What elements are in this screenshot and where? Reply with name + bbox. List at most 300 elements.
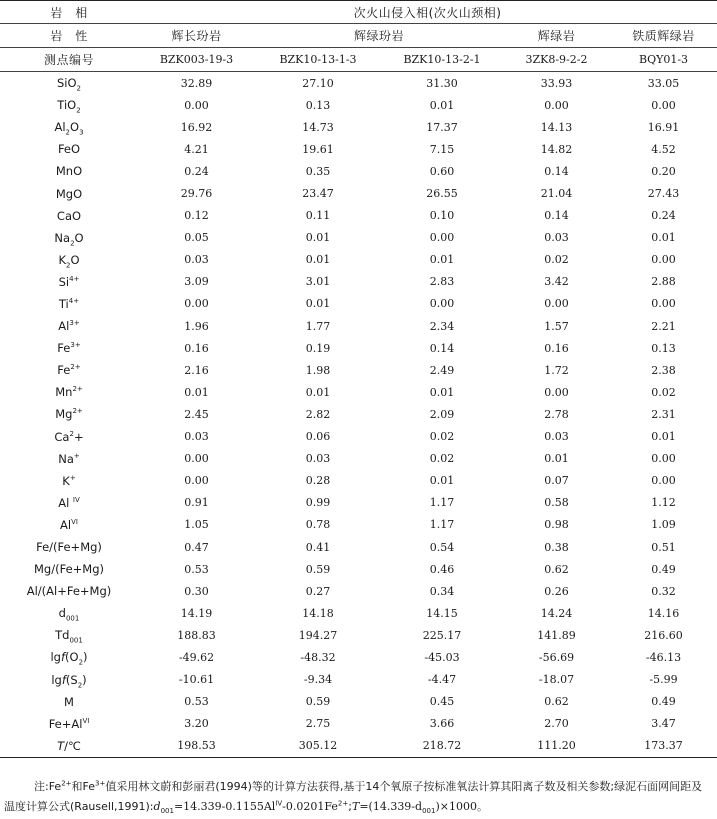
note-formula: -0.0201Fe	[282, 800, 338, 813]
value-cell: 14.19	[180, 606, 213, 620]
parameter-label	[0, 580, 138, 602]
value-cell: 2.78	[544, 407, 569, 421]
value-cell: -45.03	[424, 650, 460, 664]
value-cell: 0.06	[305, 430, 331, 444]
label-subscript: 2	[77, 680, 83, 689]
value-cell: 2.38	[651, 363, 676, 377]
parameter-label	[0, 713, 138, 735]
value-cell: -5.99	[649, 673, 678, 687]
table-row	[0, 359, 717, 381]
value-cell: 0.19	[305, 341, 331, 355]
value-cell: 27.10	[302, 76, 334, 90]
parameter-label	[0, 381, 138, 403]
value-cell: 0.98	[544, 518, 569, 532]
label-base: Mg/(Fe+Mg)	[34, 562, 104, 577]
value-cell: 14.16	[647, 606, 680, 620]
table-row	[0, 691, 717, 713]
value-cell: 2.21	[651, 319, 676, 333]
label-base: Na	[54, 230, 71, 245]
sample-id: BQY01-3	[610, 48, 717, 72]
label-base: Fe+Al	[48, 716, 83, 731]
parameter-label	[0, 315, 138, 337]
parameter-label	[0, 271, 138, 293]
value-cell: 17.37	[426, 120, 458, 134]
value-cell: 0.30	[184, 584, 209, 598]
value-cell: 0.01	[429, 385, 455, 399]
table-row	[0, 558, 717, 580]
label-superscript: IV	[72, 496, 80, 504]
value-cell: 0.10	[429, 209, 455, 223]
value-cell: 2.49	[429, 363, 455, 377]
label-base: d	[58, 606, 66, 621]
label-base: K	[62, 473, 70, 488]
table-row	[0, 381, 717, 403]
value-cell: 19.61	[302, 142, 334, 156]
value-cell: 0.01	[429, 98, 455, 112]
value-cell: 1.12	[651, 496, 676, 510]
value-cell: 0.02	[429, 430, 455, 444]
label-tail: )	[83, 650, 88, 665]
value-cell: 0.00	[184, 452, 209, 466]
label-subscript: 2	[76, 106, 81, 115]
value-cell: 0.02	[651, 385, 676, 399]
parameter-label	[0, 138, 138, 160]
table-row	[0, 116, 717, 138]
value-cell: 14.15	[426, 606, 458, 620]
table-row	[0, 580, 717, 602]
value-cell: 1.98	[305, 363, 331, 377]
parameter-label	[0, 669, 138, 691]
table-row	[0, 72, 717, 95]
label-mid: +	[73, 429, 84, 444]
table-row	[0, 403, 717, 425]
value-cell: 0.03	[305, 452, 331, 466]
label-superscript: +	[73, 451, 80, 460]
label-base: Al	[54, 120, 66, 135]
value-cell: 0.32	[651, 584, 676, 598]
note-formula: =14.339-0.1155Al	[173, 800, 276, 813]
value-cell: 0.59	[305, 695, 331, 709]
value-cell: 0.59	[305, 562, 331, 576]
parameter-label	[0, 470, 138, 492]
value-cell: 0.54	[429, 540, 455, 554]
value-cell: 1.72	[544, 363, 569, 377]
value-cell: 16.92	[180, 120, 213, 134]
value-cell: 0.00	[544, 98, 569, 112]
value-cell: 0.03	[544, 430, 569, 444]
value-cell: 31.30	[426, 76, 458, 90]
value-cell: 7.15	[429, 142, 455, 156]
value-cell: 16.91	[647, 120, 680, 134]
value-cell: 0.03	[184, 253, 209, 267]
value-cell: 29.76	[180, 187, 213, 201]
label-base: lg	[51, 672, 62, 687]
value-cell: 0.00	[544, 297, 569, 311]
table-row	[0, 337, 717, 359]
label-base: lg	[50, 650, 61, 665]
parameter-label	[0, 646, 138, 668]
label-base: Al	[58, 495, 73, 510]
label-italic: f	[60, 650, 66, 665]
parameter-label	[0, 293, 138, 315]
value-cell: 3.09	[184, 275, 209, 289]
label-superscript: 3+	[70, 341, 81, 350]
value-cell: 0.00	[651, 452, 676, 466]
label-base: TiO	[57, 98, 77, 113]
value-cell: 1.96	[184, 319, 209, 333]
value-cell: 0.03	[544, 231, 569, 245]
note-formula: =(14.339-d	[359, 800, 423, 813]
label-superscript: 2+	[70, 363, 81, 372]
value-cell: 2.83	[429, 275, 455, 289]
parameter-label	[0, 403, 138, 425]
label-base: Ca	[54, 429, 70, 444]
label-italic: f	[61, 672, 66, 687]
lithology-ferruginous-diabase: 铁质辉绿岩	[610, 24, 717, 48]
label-mid: O	[70, 120, 80, 135]
table-row	[0, 160, 717, 182]
value-cell: 0.02	[544, 253, 569, 267]
table-row	[0, 624, 717, 646]
label-mid: O	[70, 252, 80, 267]
value-cell: 32.89	[180, 76, 213, 90]
label-base: SiO	[56, 76, 77, 91]
value-cell: 0.46	[429, 562, 455, 576]
note-sup: IV	[275, 799, 283, 808]
lithology-diabase: 辉绿岩	[503, 24, 610, 48]
table-row	[0, 426, 717, 448]
value-cell: 188.83	[177, 628, 216, 642]
value-cell: 0.01	[305, 253, 331, 267]
parameter-label	[0, 205, 138, 227]
table-row	[0, 315, 717, 337]
label-base: Td	[55, 628, 70, 643]
sample-id: BZK003-19-3	[138, 48, 255, 72]
value-cell: 2.34	[429, 319, 455, 333]
note-sup: 2+	[61, 779, 72, 788]
value-cell: 1.57	[544, 319, 569, 333]
label-superscript: 2	[69, 429, 74, 438]
note-text: 和Fe	[71, 780, 96, 793]
table-row	[0, 514, 717, 536]
parameter-label	[0, 94, 138, 116]
value-cell: 0.02	[429, 452, 455, 466]
value-cell: 0.01	[429, 253, 455, 267]
value-cell: 198.53	[138, 735, 255, 758]
value-cell: 0.28	[305, 474, 331, 488]
label-superscript: +	[69, 473, 76, 482]
value-cell: 14.13	[540, 120, 573, 134]
label-base: Fe	[57, 363, 71, 378]
value-cell: -48.32	[300, 650, 336, 664]
value-cell: -9.34	[303, 673, 333, 687]
note-sub: 001	[160, 807, 174, 816]
parameter-label	[0, 448, 138, 470]
value-cell: 0.00	[184, 98, 209, 112]
label-mid: (O	[65, 650, 79, 665]
value-cell: 0.13	[305, 98, 331, 112]
value-cell: 2.82	[305, 407, 331, 421]
value-cell: 0.00	[544, 385, 569, 399]
table-row	[0, 470, 717, 492]
value-cell: 0.41	[305, 540, 331, 554]
value-cell: 0.01	[651, 231, 676, 245]
header-row-samples	[0, 48, 717, 72]
note-formula: T	[351, 800, 360, 813]
label-base: Al/(Al+Fe+Mg)	[26, 584, 112, 599]
label-superscript: VI	[71, 518, 78, 527]
label-base: Al	[60, 517, 72, 532]
label-subscript: 2	[65, 128, 70, 137]
label-base: Fe/(Fe+Mg)	[36, 540, 102, 555]
value-cell: 0.00	[429, 297, 455, 311]
note-text: 值采用林文蔚和彭丽君(1994)等的计算方法获得,基于14个氧原子按标准氧法计算其阳离子数及相关参数;绿泥石面网间距及温度计算公式(Rausell,1991):	[4, 780, 703, 813]
table-row	[0, 205, 717, 227]
label-subscript: 2	[78, 658, 84, 667]
value-cell: 0.01	[429, 474, 455, 488]
parameter-label	[0, 160, 138, 182]
value-cell: 225.17	[422, 628, 462, 642]
value-cell: 0.53	[184, 562, 209, 576]
value-cell: 14.24	[540, 606, 573, 620]
table-row	[0, 536, 717, 558]
value-cell: 0.24	[651, 209, 676, 223]
table-row	[0, 94, 717, 116]
value-cell: 0.01	[305, 231, 331, 245]
value-cell: 0.01	[544, 452, 569, 466]
value-cell: 2.16	[184, 363, 209, 377]
value-cell: 1.17	[429, 518, 455, 532]
header-row-facies	[0, 1, 717, 24]
note-formula: d	[153, 800, 161, 813]
value-cell: 4.21	[184, 142, 209, 156]
table-row	[0, 293, 717, 315]
label-subscript: 2	[76, 84, 81, 93]
label-base: Na	[58, 451, 74, 466]
value-cell: 3.66	[429, 717, 455, 731]
value-cell: 0.16	[544, 341, 569, 355]
parameter-label	[0, 249, 138, 271]
value-cell: 0.26	[544, 584, 569, 598]
value-cell: 0.01	[305, 297, 331, 311]
value-cell: 1.05	[184, 518, 209, 532]
value-cell: 0.01	[651, 430, 676, 444]
table-row	[0, 182, 717, 204]
label-subscript: 001	[69, 636, 83, 645]
value-cell: -10.61	[178, 673, 215, 687]
note-text: 注:Fe	[34, 780, 62, 793]
value-cell: 1.17	[429, 496, 455, 510]
value-cell: 0.01	[305, 385, 331, 399]
value-cell: 0.00	[651, 297, 676, 311]
label-base: Si	[58, 274, 70, 289]
parameter-label	[0, 536, 138, 558]
note-sub: 001	[422, 807, 436, 816]
value-cell: 3.20	[184, 717, 209, 731]
value-cell: 0.11	[305, 209, 331, 223]
table-row	[0, 713, 717, 735]
value-cell: -4.47	[427, 673, 457, 687]
lithology-label: 岩 性	[0, 24, 138, 48]
value-cell: 0.49	[651, 562, 676, 576]
value-cell: 141.89	[537, 628, 576, 642]
lithology-gabbro-porphyrite: 辉长玢岩	[138, 24, 255, 48]
value-cell: 0.99	[305, 496, 331, 510]
label-base: Al	[58, 319, 70, 334]
value-cell: 0.12	[184, 209, 209, 223]
note-formula: )×1000。	[435, 800, 488, 813]
label-superscript: 4+	[69, 275, 80, 284]
value-cell: 3.01	[305, 275, 331, 289]
table-footnote	[4, 777, 712, 817]
value-cell: 194.27	[298, 628, 338, 642]
value-cell: 26.55	[426, 187, 458, 201]
value-cell: 0.62	[544, 695, 569, 709]
value-cell: 2.75	[305, 717, 331, 731]
label-superscript: VI	[82, 716, 90, 725]
value-cell: 0.58	[544, 496, 569, 510]
parameter-label	[0, 337, 138, 359]
label-subscript: 001	[65, 614, 80, 623]
value-cell: -46.13	[645, 650, 682, 664]
value-cell: 0.24	[184, 164, 209, 178]
label-superscript: 2+	[72, 385, 83, 394]
value-cell: 0.14	[544, 209, 569, 223]
value-cell: 14.82	[540, 142, 573, 156]
sample-id: BZK10-13-2-1	[381, 48, 503, 72]
header-row-lithology	[0, 24, 717, 48]
facies-value: 次火山侵入相(次火山颈相)	[138, 1, 717, 24]
value-cell: 0.45	[429, 695, 455, 709]
value-cell: 0.13	[651, 341, 676, 355]
label-base: K	[58, 252, 66, 267]
note-sup: 2+	[337, 799, 349, 808]
parameter-label	[0, 735, 138, 758]
parameter-label	[0, 602, 138, 624]
value-cell: 33.93	[540, 76, 573, 90]
parameter-label	[0, 359, 138, 381]
label-base: M	[64, 694, 74, 709]
value-cell: 4.52	[651, 142, 676, 156]
label-superscript: 4+	[68, 297, 80, 306]
table-row	[0, 669, 717, 691]
value-cell: 218.72	[381, 735, 503, 758]
value-cell: 3.42	[544, 275, 569, 289]
label-mid: /℃	[64, 738, 81, 753]
value-cell: 2.45	[184, 407, 209, 421]
value-cell: 0.00	[651, 98, 676, 112]
value-cell: 21.04	[540, 187, 573, 201]
value-cell: -56.69	[538, 650, 575, 664]
value-cell: 0.35	[305, 164, 331, 178]
table-row	[0, 271, 717, 293]
parameter-label	[0, 227, 138, 249]
parameter-label	[0, 426, 138, 448]
value-cell: 216.60	[644, 628, 683, 642]
label-base: FeO	[57, 142, 81, 157]
value-cell: 0.05	[184, 231, 209, 245]
value-cell: 2.88	[651, 275, 676, 289]
value-cell: 0.03	[184, 430, 209, 444]
value-cell: 0.00	[651, 253, 676, 267]
value-cell: 14.73	[302, 120, 334, 134]
table-row	[0, 227, 717, 249]
value-cell: 0.27	[305, 584, 331, 598]
value-cell: 3.47	[651, 717, 676, 731]
facies-label: 岩 相	[0, 1, 138, 24]
label-superscript: 2+	[72, 407, 83, 416]
label-subscript: 2	[70, 239, 75, 247]
value-cell: 0.62	[544, 562, 569, 576]
value-cell: 0.00	[184, 297, 209, 311]
parameter-label	[0, 558, 138, 580]
parameter-label	[0, 514, 138, 536]
parameter-label	[0, 691, 138, 713]
note-text: ;	[348, 800, 352, 813]
value-cell: 0.07	[544, 474, 569, 488]
table-row	[0, 249, 717, 271]
table-row	[0, 138, 717, 160]
value-cell: -49.62	[178, 650, 215, 664]
value-cell: 0.34	[429, 584, 455, 598]
value-cell: 0.14	[544, 164, 569, 178]
table-row	[0, 492, 717, 514]
value-cell: 2.09	[429, 407, 455, 421]
value-cell: 1.77	[305, 319, 331, 333]
label-base: Fe	[57, 341, 71, 356]
value-cell: 0.00	[184, 474, 209, 488]
table-row	[0, 602, 717, 624]
value-cell: 111.20	[503, 735, 610, 758]
value-cell: 27.43	[647, 187, 680, 201]
parameter-label	[0, 624, 138, 646]
value-cell: 0.49	[651, 695, 676, 709]
value-cell: 0.91	[184, 496, 209, 510]
label-mid: (S	[65, 672, 78, 687]
value-cell: 23.47	[302, 187, 334, 201]
value-cell: 2.70	[544, 717, 569, 731]
value-cell: 0.16	[184, 341, 209, 355]
parameter-label	[0, 116, 138, 138]
label-base: MgO	[55, 186, 83, 201]
parameter-label	[0, 492, 138, 514]
value-cell: -18.07	[538, 673, 575, 687]
value-cell: 0.00	[651, 474, 676, 488]
sample-id: 3ZK8-9-2-2	[503, 48, 610, 72]
value-cell: 14.18	[302, 606, 334, 620]
value-cell: 173.37	[610, 735, 717, 758]
value-cell: 2.31	[651, 407, 676, 421]
sample-label: 测点编号	[0, 48, 138, 72]
value-cell: 0.51	[651, 540, 676, 554]
value-cell: 33.05	[647, 76, 680, 90]
table-row	[0, 646, 717, 668]
label-base: Mn	[55, 385, 73, 400]
table-row	[0, 735, 717, 758]
label-base: Mg	[55, 407, 73, 422]
value-cell: 0.60	[429, 164, 455, 178]
label-italic: T	[57, 738, 65, 753]
value-cell: 0.01	[184, 385, 209, 399]
value-cell: 305.12	[255, 735, 381, 758]
note-sup: 3+	[95, 779, 106, 788]
value-cell: 0.20	[651, 164, 676, 178]
label-subscript: 3	[79, 128, 84, 137]
value-cell: 0.78	[305, 518, 331, 532]
label-base: CaO	[56, 208, 82, 223]
value-cell: 0.14	[429, 341, 455, 355]
label-base: Ti	[58, 296, 69, 311]
